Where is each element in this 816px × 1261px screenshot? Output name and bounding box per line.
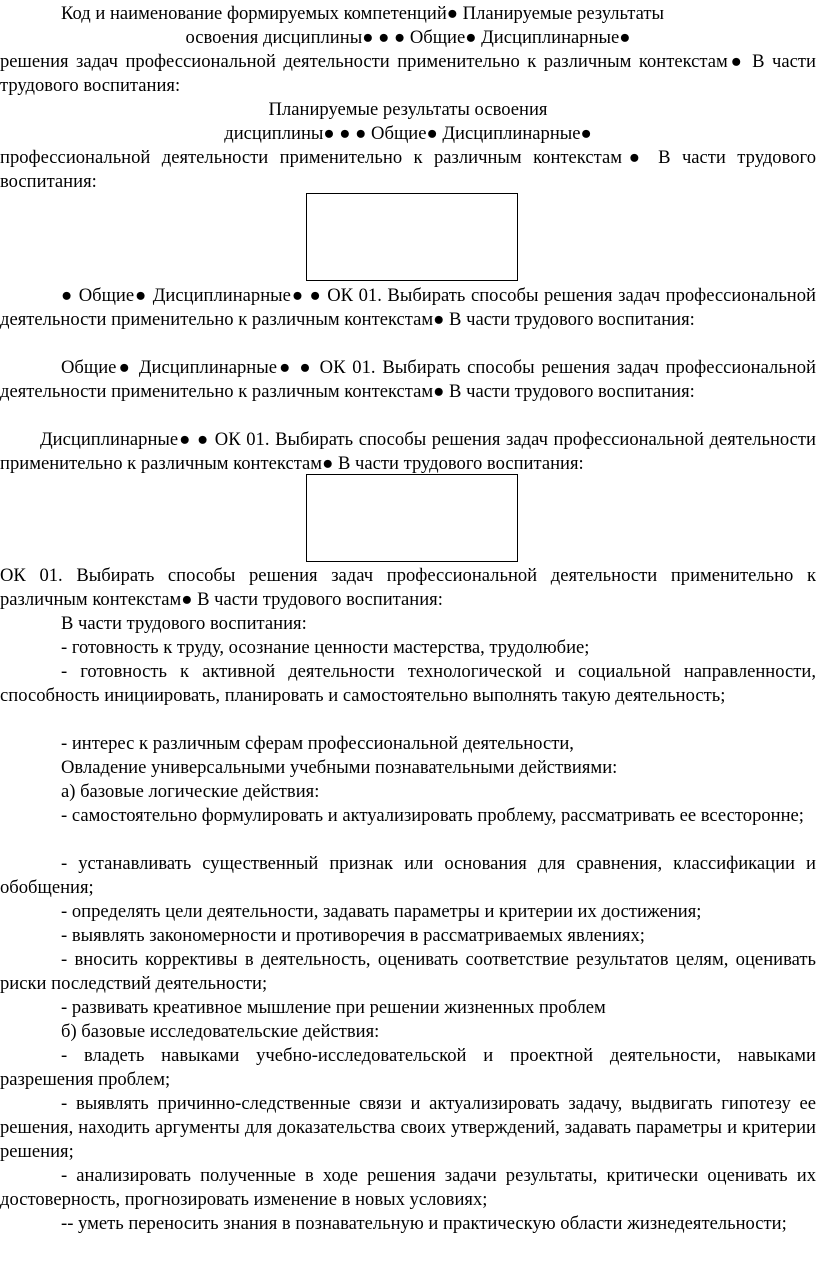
body-paragraph: - развивать креативное мышление при решении жизненных проблем <box>61 997 606 1018</box>
body-paragraph: - владеть навыками учебно-исследовательской и проектной деятельности, навыками разрешения проблем; <box>0 1045 816 1090</box>
block4-text: Общие● Дисциплинарные● ● ОК 01. Выбирать способы решения задач профессиональной деятельности применительно к различным контекстам● В части трудового воспитания: <box>0 357 816 402</box>
block2-title-2: дисциплины● ● ● Общие● Дисциплинарные● <box>224 123 592 144</box>
body-paragraph: В части трудового воспитания: <box>61 613 307 634</box>
body-paragraph: - определять цели деятельности, задавать параметры и критерии их достижения; <box>61 901 702 922</box>
empty-box-1 <box>306 193 518 281</box>
body-paragraph: - выявлять причинно-следственные связи и актуализировать задачу, выдвигать гипотезу ее решения, находить аргументы для доказательства своих утверждений, задавать параметры и критерии решения; <box>0 1093 816 1162</box>
body-paragraph: - вносить коррективы в деятельность, оценивать соответствие результатов целям, оценивать риски последствий деятельности; <box>0 949 816 994</box>
block2-title-1: Планируемые результаты освоения <box>268 99 548 120</box>
body-paragraph: - готовность к активной деятельности технологической и социальной направленности, способность инициировать, планировать и самостоятельно выполнять такую деятельность; <box>0 661 816 706</box>
body-paragraph: Овладение универсальными учебными познавательными действиями: <box>61 757 618 778</box>
body-paragraph: а) базовые логические действия: <box>61 781 320 802</box>
header-line-1: Код и наименование формируемых компетенций● Планируемые результаты <box>61 3 665 24</box>
body-paragraph: - анализировать полученные в ходе решения задачи результаты, критически оценивать их достоверность, прогнозировать изменение в новых условиях; <box>0 1165 816 1210</box>
block3-text: ● Общие● Дисциплинарные● ● ОК 01. Выбирать способы решения задач профессиональной деятельности применительно к различным контекстам● В части трудового воспитания: <box>0 285 816 330</box>
header-line-2: освоения дисциплины● ● ● Общие● Дисциплинарные● <box>185 27 631 48</box>
body-paragraph: - устанавливать существенный признак или основания для сравнения, классификации и обобщения; <box>0 853 816 898</box>
body-paragraph: б) базовые исследовательские действия: <box>61 1021 380 1042</box>
block6-text: ОК 01. Выбирать способы решения задач профессиональной деятельности применительно к различным контекстам● В части трудового воспитания: <box>0 565 816 610</box>
block5-text: Дисциплинарные● ● ОК 01. Выбирать способы решения задач профессиональной деятельности применительно к различным контекстам● В части трудового воспитания: <box>0 429 816 474</box>
block2-text: профессиональной деятельности применительно к различным контекстам● В части трудового воспитания: <box>0 147 816 192</box>
body-paragraph: - готовность к труду, осознание ценности мастерства, трудолюбие; <box>61 637 590 658</box>
body-paragraph: -- уметь переносить знания в познавательную и практическую области жизнедеятельности; <box>61 1213 787 1234</box>
body-paragraph: - интерес к различным сферам профессиональной деятельности, <box>61 733 574 754</box>
body-paragraph: - выявлять закономерности и противоречия в рассматриваемых явлениях; <box>61 925 645 946</box>
empty-box-2 <box>306 474 518 562</box>
header-line-3: решения задач профессиональной деятельности применительно к различным контекстам● В части трудового воспитания: <box>0 51 816 96</box>
body-paragraph: - самостоятельно формулировать и актуализировать проблему, рассматривать ее всесторонне; <box>61 805 804 826</box>
